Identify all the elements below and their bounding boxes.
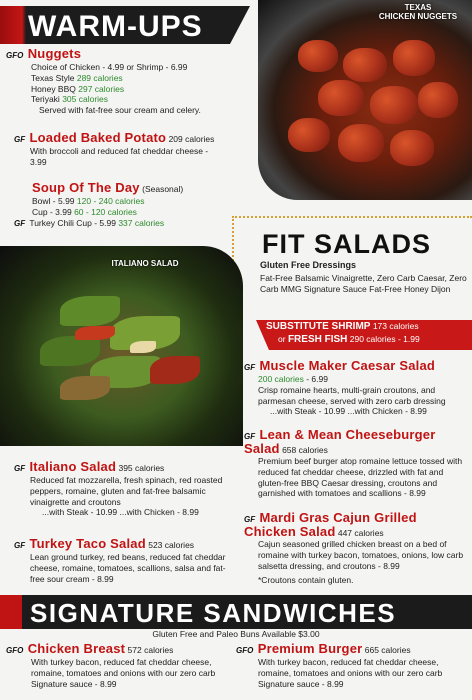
calories: 290 calories - 1.99 — [349, 333, 420, 344]
gf-badge: GF — [14, 541, 26, 550]
calories: 572 calories — [127, 645, 174, 655]
section-divider — [232, 216, 472, 218]
item-title: Muscle Maker Caesar Salad — [259, 358, 436, 373]
item-title: Lean & Mean Cheeseburger Salad — [244, 427, 436, 456]
warmups-title: WARM-UPS — [28, 10, 203, 43]
nugget-piece — [393, 40, 435, 76]
gf-badge: GF — [244, 432, 256, 441]
calories: 200 calories — [258, 374, 304, 385]
item-title: Mardi Gras Cajun Grilled Chicken Salad — [244, 510, 417, 539]
calories: 297 calories — [78, 83, 125, 94]
item-title: Chicken Breast — [27, 641, 126, 656]
nuggets-served: Served with fat-free sour cream and celery. — [39, 104, 201, 115]
gf-badge: GFO — [6, 646, 24, 655]
nuggets-photo-label: TEXAS CHICKEN NUGGETS — [378, 3, 458, 21]
cheeseburger-salad-item — [244, 428, 470, 499]
item-title: Italiano Salad — [29, 459, 117, 474]
chicken-breast-item — [6, 641, 234, 689]
item-description: With broccoli and reduced fat cheddar cheese - 3.99 — [30, 146, 209, 167]
calories: 209 calories — [168, 134, 215, 144]
pepper-slice — [75, 326, 115, 340]
gf-badge: GF — [14, 218, 26, 228]
nuggets-choice: Choice of Chicken - 4.99 or Shrimp - 6.99 — [31, 62, 188, 73]
calories: 120 - 240 calories — [76, 196, 145, 207]
calories: 305 calories — [62, 94, 109, 105]
nugget-piece — [338, 124, 384, 162]
gf-badge: GF — [244, 515, 256, 524]
gf-badge: GF — [14, 135, 26, 144]
nugget-piece — [418, 82, 458, 118]
texas-style: Texas Style — [31, 72, 75, 83]
italiano-salad-item — [14, 459, 240, 518]
item-description: Crisp romaine hearts, multi-grain croutons, and parmesan cheese, served with zero carb dressing — [258, 384, 446, 406]
potato-item — [14, 130, 254, 168]
cajun-salad-item — [244, 511, 470, 586]
chili-price: Turkey Chili Cup - 5.99 — [29, 217, 116, 228]
banner-accent — [0, 595, 22, 629]
substitute-shrimp: SUBSTITUTE SHRIMP — [266, 321, 371, 332]
item-title: Soup Of The Day — [32, 180, 140, 195]
calories: 395 calories — [118, 463, 165, 473]
nugget-piece — [370, 86, 418, 124]
item-options: ...with Steak - 10.99 ...with Chicken - 8.99 — [42, 507, 199, 518]
crouton — [60, 376, 110, 400]
pepper-slice — [150, 356, 200, 384]
honey-bbq: Honey BBQ — [31, 83, 76, 94]
fresh-fish: FRESH FISH — [287, 333, 348, 345]
calories: 665 calories — [364, 645, 411, 655]
calories: 337 calories — [118, 217, 165, 228]
bowl-price: Bowl - 5.99 — [32, 196, 75, 207]
gf-badge: GFO — [6, 51, 24, 60]
item-description: Lean ground turkey, red beans, reduced fat cheddar cheese, romaine, tomatoes, scallions, salsa and fat-free sour cream - 8.99 — [30, 552, 226, 584]
nugget-piece — [298, 40, 338, 72]
calories: 289 calories — [76, 72, 123, 83]
or-text: or — [278, 333, 286, 344]
calories: 658 calories — [282, 444, 328, 455]
soup-item — [14, 180, 254, 229]
item-description: With turkey bacon, reduced fat cheddar cheese, romaine, tomatoes and onions with our zero carb Signature sauce - 8.99 — [31, 657, 216, 689]
taco-salad-item — [14, 536, 240, 584]
item-description: Reduced fat mozzarella, fresh spinach, red roasted peppers, romaine, gluten and fat-free balsamic vinaigrette and croutons — [30, 475, 223, 507]
premium-burger-item — [236, 641, 472, 689]
caesar-salad-item — [244, 358, 470, 417]
fit-salads-title: FIT SALADS — [262, 229, 431, 259]
dressings-block — [260, 260, 472, 295]
salad-photo-label: ITALIANO SALAD — [111, 259, 179, 268]
nugget-piece — [390, 130, 434, 166]
gf-badge: GF — [14, 464, 26, 473]
item-title: Turkey Taco Salad — [29, 536, 146, 551]
gf-badge: GFO — [236, 646, 254, 655]
teriyaki: Teriyaki — [31, 94, 60, 105]
croutons-note: *Croutons contain gluten. — [258, 575, 354, 586]
item-title: Nuggets — [27, 46, 82, 61]
sandwiches-title: SIGNATURE SANDWICHES — [30, 598, 397, 628]
item-title: Premium Burger — [257, 641, 363, 656]
cup-price: Cup - 3.99 — [32, 206, 72, 217]
item-description: Premium beef burger atop romaine lettuce tossed with reduced fat cheddar cheese, drizzled with fat and gluten-free BBQ Caesar dressing, croutons and garnished with tomatoes and scallions - 8.99 — [258, 456, 463, 499]
nugget-piece — [343, 48, 387, 82]
cheese-piece — [130, 341, 156, 353]
calories: 60 - 120 calories — [74, 206, 137, 217]
nuggets-item — [6, 46, 256, 115]
gf-badge: GF — [244, 363, 256, 372]
item-description: Cajun seasoned grilled chicken breast on a bed of romaine with turkey bacon, tomatoes, onions, low carb salsetta dressing, and croutons - 8.99 — [258, 539, 464, 571]
buns-note: Gluten Free and Paleo Buns Available $3.00 — [152, 629, 320, 639]
dressings-subtitle: Gluten Free Dressings — [260, 260, 357, 270]
calories: 523 calories — [148, 540, 195, 550]
salad-leaf — [40, 336, 100, 366]
item-title: Loaded Baked Potato — [29, 130, 167, 145]
nugget-piece — [318, 80, 364, 116]
nuggets-photo — [258, 0, 472, 200]
salad-leaf — [60, 296, 120, 326]
seasonal-tag: (Seasonal) — [142, 184, 184, 194]
calories: 447 calories — [337, 527, 384, 538]
italiano-salad-photo — [0, 246, 243, 446]
price: - 6.99 — [306, 374, 328, 385]
item-options: ...with Steak - 10.99 ...with Chicken - 8.99 — [270, 406, 427, 417]
item-description: With turkey bacon, reduced fat cheddar cheese, romaine, tomatoes and onions with our zero carb Signature sauce - 8.99 — [258, 657, 443, 689]
calories: 173 calories — [372, 321, 419, 331]
substitute-text — [266, 321, 472, 346]
nugget-piece — [288, 118, 330, 152]
dressings-list: Fat-Free Balsamic Vinaigrette, Zero Carb Caesar, Zero Carb MMG Signature Sauce Fat-Free Honey Dijon — [260, 273, 467, 294]
